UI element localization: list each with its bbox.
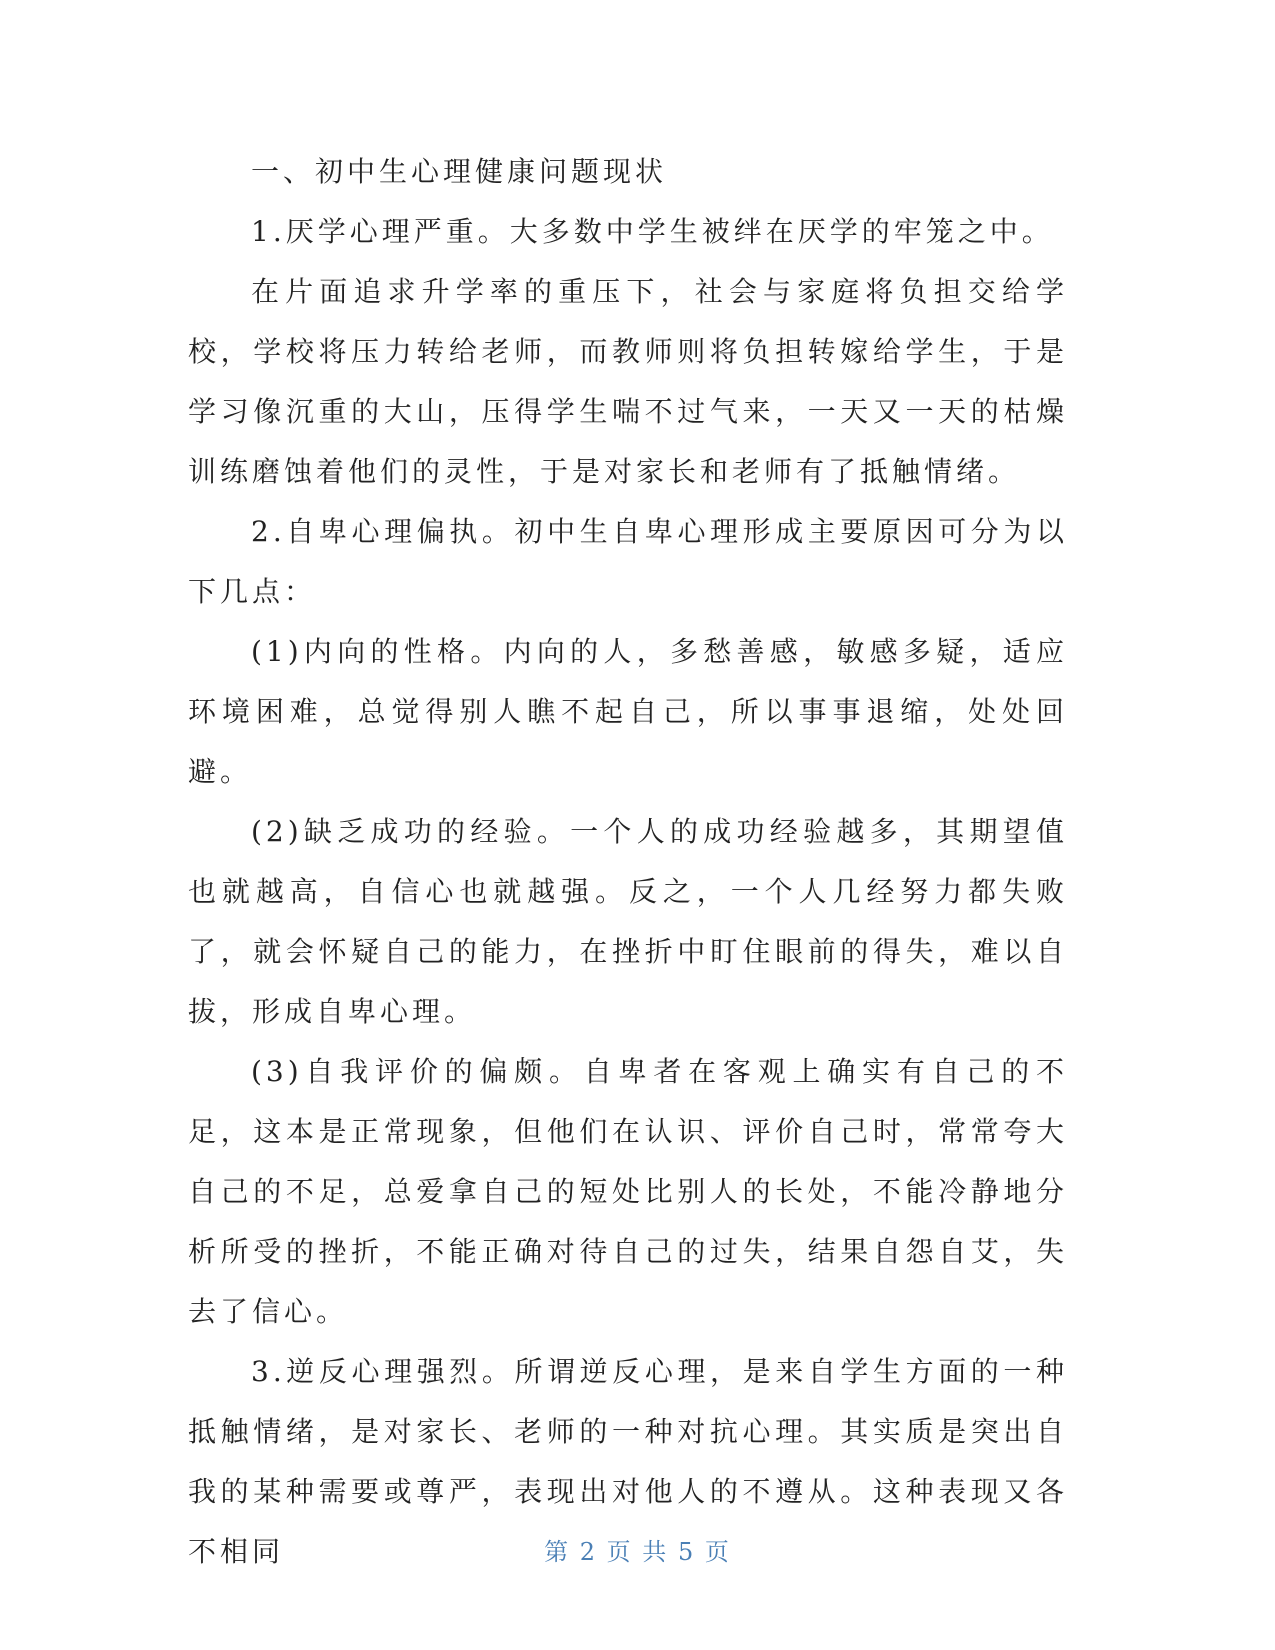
paragraph-2: 在片面追求升学率的重压下，社会与家庭将负担交给学校，学校将压力转给老师，而教师则将负担转嫁给学生，于是学习像沉重的大山，压得学生喘不过气来，一天又一天的枯燥训练磨蚀着他们的灵性，于是对家长和老师有了抵触情绪。	[188, 275, 1068, 488]
page-number-footer: 第 2 页 共 5 页	[544, 1538, 731, 1566]
paragraph-1: 1.厌学心理严重。大多数中学生被绊在厌学的牢笼之中。	[251, 215, 1054, 248]
paragraph-4: (1)内向的性格。内向的人，多愁善感，敏感多疑，适应环境困难，总觉得别人瞧不起自己，所以事事退缩，处处回避。	[188, 635, 1068, 788]
paragraph-6: (3)自我评价的偏颇。自卑者在客观上确实有自己的不足，这本是正常现象，但他们在认识、评价自己时，常常夸大自己的不足，总爱拿自己的短处比别人的长处，不能冷静地分析所受的挫折，不能正确对待自己的过失，结果自怨自艾，失去了信心。	[188, 1055, 1068, 1328]
document-body	[188, 142, 1068, 1582]
paragraph-7: 3.逆反心理强烈。所谓逆反心理，是来自学生方面的一种抵触情绪，是对家长、老师的一种对抗心理。其实质是突出自我的某种需要或尊严，表现出对他人的不遵从。这种表现又各不相同	[188, 1355, 1068, 1568]
paragraph-3: 2.自卑心理偏执。初中生自卑心理形成主要原因可分为以下几点：	[188, 515, 1068, 608]
section-heading: 一、初中生心理健康问题现状	[251, 155, 668, 188]
paragraph-5: (2)缺乏成功的经验。一个人的成功经验越多，其期望值也就越高，自信心也就越强。反之，一个人几经努力都失败了，就会怀疑自己的能力，在挫折中盯住眼前的得失，难以自拔，形成自卑心理。	[188, 815, 1068, 1028]
